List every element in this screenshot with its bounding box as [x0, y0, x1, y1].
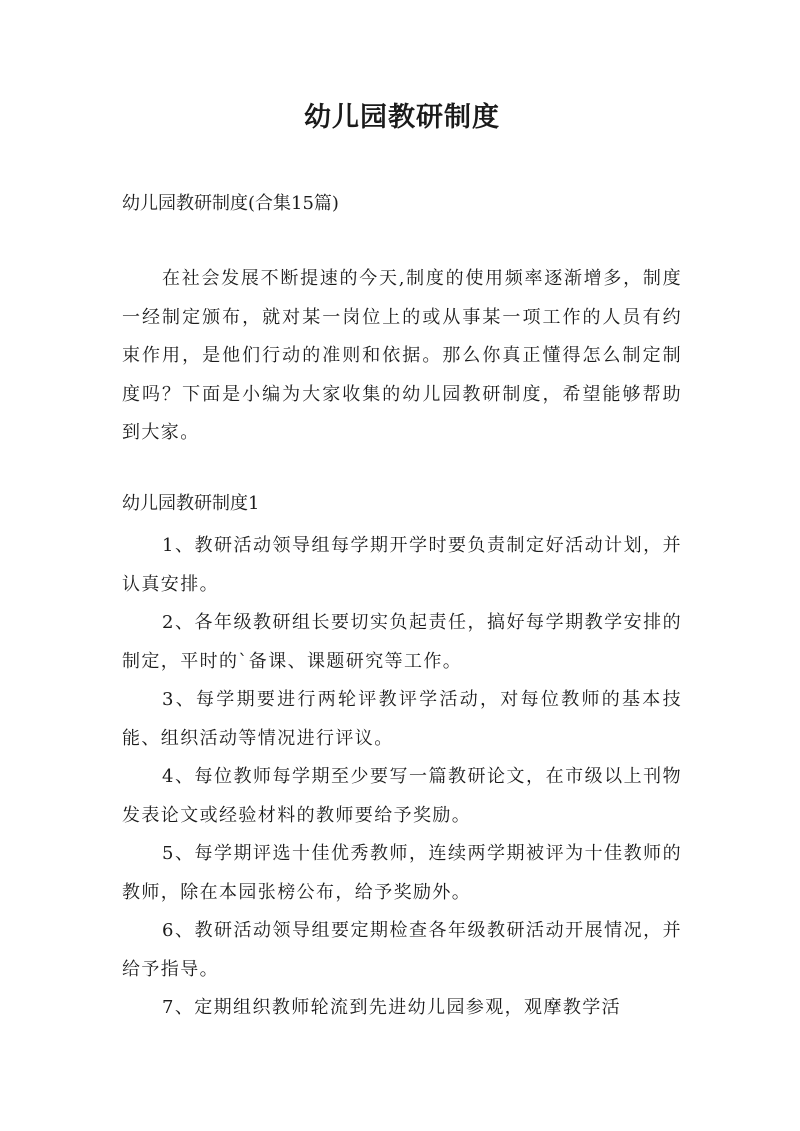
document-title: 幼儿园教研制度: [304, 102, 500, 133]
section-heading: 幼儿园教研制度1: [122, 493, 260, 514]
document-subtitle: 幼儿园教研制度(合集15篇): [122, 193, 339, 214]
rule-item-2: 2、各年级教研组长要切实负起责任，搞好每学期教学安排的制定，平时的`备课、课题研究等工作。: [122, 612, 682, 672]
rules-list: [122, 527, 682, 1028]
rule-item-1: 1、教研活动领导组每学期开学时要负责制定好活动计划，并认真安排。: [122, 535, 682, 595]
rule-item-7: 7、定期组织教师轮流到先进幼儿园参观，观摩教学活: [162, 997, 622, 1018]
rule-item-4: 4、每位教师每学期至少要写一篇教研论文，在市级以上刊物发表论文或经验材料的教师要给予奖励。: [122, 766, 682, 826]
rule-item-6: 6、教研活动领导组要定期检查各年级教研活动开展情况，并给予指导。: [122, 920, 682, 980]
intro-paragraph: 在社会发展不断提速的今天,制度的使用频率逐渐增多，制度一经制定颁布，就对某一岗位上的或从事某一项工作的人员有约束作用，是他们行动的准则和依据。那么你真正懂得怎么制定制度吗？下面是小编为大家收集的幼儿园教研制度，希望能够帮助到大家。: [122, 268, 682, 443]
rule-item-3: 3、每学期要进行两轮评教评学活动，对每位教师的基本技能、组织活动等情况进行评议。: [122, 689, 682, 749]
rule-item-5: 5、每学期评选十佳优秀教师，连续两学期被评为十佳教师的教师，除在本园张榜公布，给予奖励外。: [122, 843, 682, 903]
